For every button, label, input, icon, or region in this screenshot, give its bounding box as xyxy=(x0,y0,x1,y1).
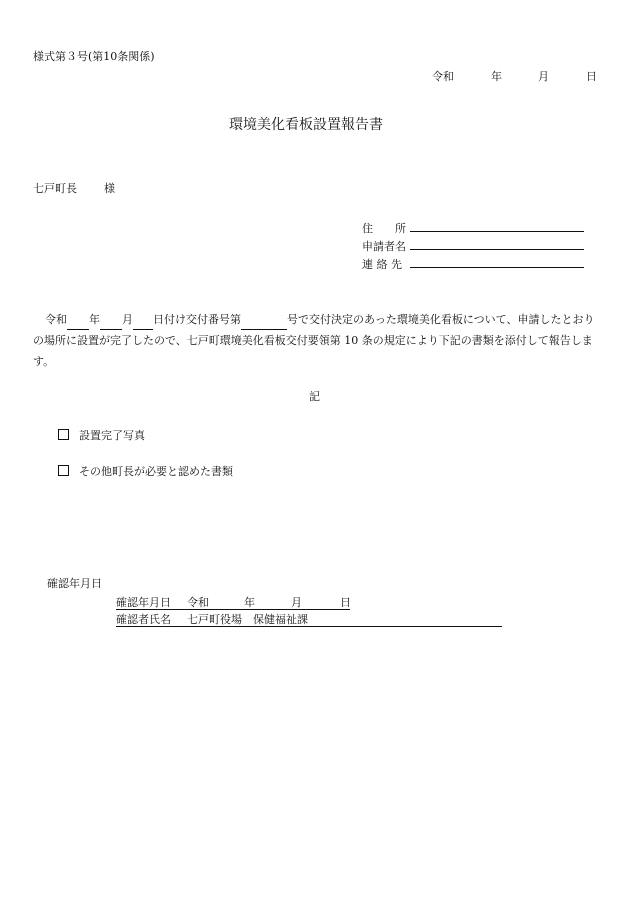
address-label: 住 所 xyxy=(362,222,406,235)
body-era: 令和 xyxy=(45,313,67,326)
confirmation-era: 令和 xyxy=(187,596,209,609)
confirmation-day: 日 xyxy=(340,596,351,609)
attachment-item xyxy=(58,427,145,443)
date-year: 年 xyxy=(491,70,502,83)
addressee-name: 七戸町長 xyxy=(33,182,77,195)
checkbox-icon[interactable] xyxy=(58,429,69,440)
confirmation-heading: 確認年月日 xyxy=(47,577,102,590)
date-era: 令和 xyxy=(432,70,454,83)
addressee-honorific: 様 xyxy=(104,182,115,195)
confirmation-date-row xyxy=(116,594,350,610)
body-number-blank xyxy=(241,317,287,330)
contact-label: 連 絡 先 xyxy=(362,258,402,271)
form-label: 様式第３号(第10条関係) xyxy=(33,50,155,63)
address-line xyxy=(410,219,584,232)
applicant-name-label: 申請者名 xyxy=(362,240,406,253)
body-day-blank xyxy=(133,317,153,330)
body-month-blank xyxy=(100,317,122,330)
body-year-blank xyxy=(67,317,89,330)
body-main-text: 号で交付決定のあった環境美化看板について、申請したとおりの場所に設置が完了したので、七戸町環境美化看板交付要領第 10 条の規定により下記の書類を添付して報告します。 xyxy=(33,313,595,368)
attachment-item xyxy=(58,463,233,479)
confirmation-month: 月 xyxy=(291,596,302,609)
checkbox-icon[interactable] xyxy=(58,465,69,476)
applicant-name-line xyxy=(410,237,584,250)
attachment-label: 設置完了写真 xyxy=(79,429,145,442)
date-day: 日 xyxy=(586,70,597,83)
ki-heading: 記 xyxy=(309,390,320,403)
confirmation-name-value: 七戸町役場 保健福祉課 xyxy=(187,613,308,626)
confirmation-name-row xyxy=(116,611,502,627)
document-title: 環境美化看板設置報告書 xyxy=(229,117,383,133)
report-body xyxy=(33,309,599,372)
date-month: 月 xyxy=(538,70,549,83)
attachment-label: その他町長が必要と認めた書類 xyxy=(79,465,233,478)
confirmation-year: 年 xyxy=(244,596,255,609)
body-year: 年 xyxy=(89,313,100,326)
confirmation-date-label: 確認年月日 xyxy=(116,596,171,609)
confirmation-name-label: 確認者氏名 xyxy=(116,613,171,626)
contact-line xyxy=(410,255,584,268)
body-number-text: 日付け交付番号第 xyxy=(153,313,241,326)
body-month: 月 xyxy=(122,313,133,326)
